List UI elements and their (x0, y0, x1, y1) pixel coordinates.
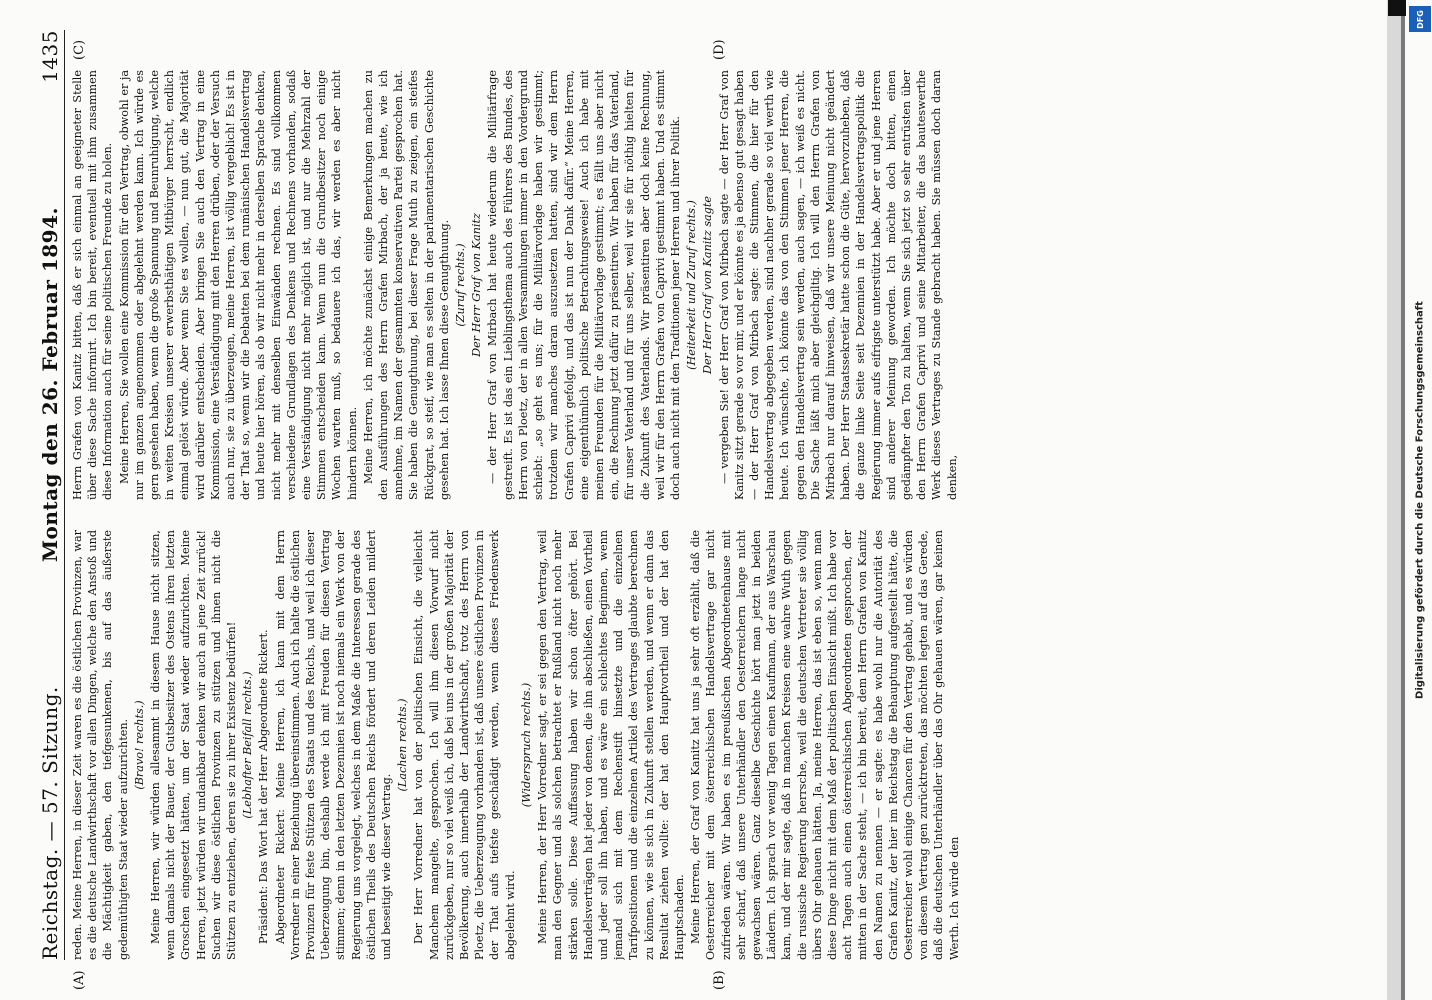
right-paragraph: (Zuruf rechts.) (454, 243, 468, 327)
right-paragraph: — der Herr Graf von Mirbach hat heute wiederum die Militärfrage gestreift. Es ist das ein Lieblingsthema auch des Führers des Bundes, des Herrn von Ploetz, der in allen Versammlungen immer in den Vordergrund schiebt: „so geht es uns; für die Militärvorlage haben wir gestimmt; trotzdem wir manches daran auszusetzen hatten, sind wir dem Herrn Grafen Caprivi gefolgt, und das ist nun der Dank dafür.“ Meine Herren, eine eigenthümlich politische Betrachtungsweise! Auch ich habe mit meinen Freunden für die Militärvorlage gestimmt; es fällt uns aber nicht ein, die Rechnung jetzt dafür zu präsentiren. Wir haben für das Vaterland, für unser Vaterland und für uns selber, weil wir sie für nöthig hielten für die Zukunft des Vaterlands. Wir präsentiren aber doch keine Rechnung, weil wir für den Herrn Grafen von Caprivi gestimmt haben. Und es stimmt doch auch nicht mit den Traditionen jener Herren und ihrer Politik. (486, 70, 682, 500)
left-paragraph: (Lebhafter Beifall rechts.) (241, 671, 255, 819)
right-paragraph: Der Herr Graf von Kanitz (470, 213, 484, 357)
left-paragraph: (Lachen rechts.) (396, 698, 410, 792)
right-paragraph: Herrn Grafen von Kanitz bitten, daß er sich einmal an geeigneter Stelle über diese Sache informirt. Ich bin bereit, eventuell mit ihm zusammen diese Information auch für seine politischen Freunde zu holen. (71, 70, 115, 500)
right-paragraph: Meine Herren, ich möchte zunächst einige Bemerkungen machen zu den Ausführungen des Herrn Grafen Mirbach, der ja heute, wie ich annehme, im Namen der gesammten konservativen Partei gesprochen hat. Sie haben die Genugthuung, bei dieser Frage Muth zu zeigen, ein steifes Rückgrat, so steif, wie man es selten in der parlamentarischen Geschichte gesehen hat. Ich lasse Ihnen diese Genugthuung. (361, 70, 451, 500)
right-paragraph: (Heiterkeit und Zuruf rechts.) (685, 200, 699, 370)
header-rule (64, 30, 65, 960)
left-paragraph: Meine Herren, wir würden allesammt in diesem Hause nicht sitzen, wenn damals nicht der Bauer, der Gutsbesitzer des Ostens ihren letzten Groschen eingesetzt hätten, um der Staat wieder aufzurichten. Meine Herren, jetzt würden wir undankbar denken wir auch an jene Zeit zurück! Suchen wir diese östlichen Provinzen zu stützen und ihnen nicht die Stützen zu entziehen, deren sie zu ihrer Existenz bedürfen! (149, 530, 239, 960)
scan-edge (1387, 0, 1401, 1000)
right-paragraph: Der Herr Graf von Kanitz sagte (701, 195, 715, 375)
rotated-document (12, 0, 1412, 1000)
dfg-logo: DFG (1409, 6, 1431, 32)
right-paragraph: Meine Herren, Sie wollen eine Kommission für den Vertrag, obwohl er ja nur im ganzen angenommen oder abgelehnt werden kann. Ich würde es gern gesehen haben, wenn die große Spannung und Beunruhigung, welche in weiten Kreisen unserer erwerbsthätigen Mitbürger herrscht, endlich einmal gelöst würde. Aber wenn Sie es wollen, — nun gut, die Majorität wird darüber entscheiden. Aber bringen Sie auch den Vertrag in eine Kommission, eine Verständigung mit den Herren drüben, oder der Versuch auch nur, sie zu überzeugen, meine Herren, ist völlig vergeblich! Es ist in der That so, wenn wir die Debatten bei dem rumänischen Handelsvertrag und heute hier hören, als ob wir nicht mehr in derselben Sprache denken, nicht mehr mit denselben Einwänden rechnen. Es sind vollkommen verschiedene Grundlagen des Denkens und Rechnens vorhanden, sodaß eine Verständigung nicht mehr möglich ist, und nur die Mehrzahl der Stimmen entscheiden kann. Wenn nun die Grundbesitzer noch einige Wochen warten muß, so bedauere ich das, wir werden es aber nicht hindern können. (117, 70, 359, 500)
left-paragraph: (Widerspruch rechts.) (519, 682, 533, 808)
right-text-column (70, 70, 1382, 500)
left-paragraph: reden. Meine Herren, in dieser Zeit waren es die östlichen Provinzen, war es die deutsche Landwirthschaft vor allen Dingen, welche den Anstoß und die Mächtigkeit gaben, den tiefgesunkenen, bis auf das äußerste gedemüthigten Staat wieder aufzurichten. (71, 530, 130, 960)
page-number: 1435 (38, 30, 62, 83)
digitization-note: Digitalisierung gefördert durch die Deutsche Forschungsgemeinschaft (1414, 301, 1426, 699)
left-paragraph: (Bravo! rechts.) (132, 700, 146, 790)
scan-edge-shadow (1401, 0, 1405, 1000)
margin-mark-b: (B) (712, 970, 727, 990)
left-paragraph: Der Herr Vorredner hat von der politischen Einsicht, die vielleicht Manchem mangelte, gesprochen. Ich will ihm diesen Vorwurf nicht zurückgeben, nur so viel weiß ich, daß bei uns in der großen Majorität der Bevölkerung, auch innerhalb der Landwirthschaft, trotz des Herrn von Ploetz, die Ueberzeugung vorhanden ist, daß unsere östlichen Provinzen in der That aufs tiefste geschädigt werden, wenn dieses Friedenswerk abgelehnt wird. (412, 530, 517, 960)
margin-mark-a: (A) (72, 970, 87, 990)
left-text-column (70, 530, 1382, 960)
right-paragraph: — vergeben Sie! der Herr Graf von Mirbach sagte — der Herr Graf von Kanitz sitzt gerade so vor mir, und er könnte es ja ebenso gut gesagt haben — der Herr Graf von Mirbach sagte: die Stimmen, die hier für den Handelsvertrag abgegeben werden, sind nachher gerade so viel werth wie heute. Ich wünschte, ich könnte das von den Stimmen jener Herren, die gegen den Handelsvertrag sein werden, auch sagen, — ich weiß es nicht. Die Sache läßt mich aber gleichgiltig. Ich will den Herrn Grafen von Mirbach nur darauf hinweisen, daß wir unsere Meinung nicht geändert haben. Der Herr Staatssekretär hatte schon die Güte, hervorzuheben, daß die ganze linke Seite seit Dezennien in der Handelsvertragspolitik die Regierung immer aufs eifrigste unterstützt habe. Aber er und jene Herren sind anderer Meinung geworden. Ich möchte doch bitten, einen gedämpfter den Ton zu halten, wenn Sie sich jetzt so sehr entrüsten über den Herrn Grafen Caprivi und seine Mitarbeiter, die das bauteswerthe Werk dieses Vertrages zu Stande gebracht haben. Sie müssen doch daran denken, (717, 70, 959, 500)
left-paragraph: Meine Herren, der Herr Vorredner sagt, er sei gegen den Vertrag, weil man den Gegner und als solchen betrachtet er Rußland nicht noch mehr stärken solle. Diese Auffassung haben wir schon öfter gehört. Bei Handelsverträgen hat jeder von denen, die ihn abschließen, einen Vortheil und jeder soll ihn haben, und es wäre ein schlechtes Beginnen, wenn jemand sich mit dem Rechenstift hinsetzte und die einzelnen Tarifpositionen und die einzelnen Artikel des Vertrages glaubte berechnen zu können, wie sie sich in Zukunft stellen werden, und wenn er dann das Resultat ziehen wollte: der hat den Hauptvortheil und der hat den Hauptschaden. (536, 530, 686, 960)
header-left: Reichstag. — 57. Sitzung. (38, 686, 62, 960)
scan-corner-mark (1388, 0, 1406, 16)
dfg-sidebar (1408, 0, 1432, 1000)
left-paragraph: Abgeordneter Rickert: Meine Herren, ich kann mit dem Herrn Vorredner in einer Beziehung übereinstimmen. Auch ich halte die östlichen Provinzen für feste Stützen des Staats und des Reichs, und weil ich dieser Ueberzeugung bin, deshalb werde ich mit Freuden für diesen Vertrag stimmen; denn in den letzten Dezennien ist noch niemals ein Werk von der Regierung uns vorgelegt, welches in dem Maße die Interessen gerade des östlichen Theils des Deutschen Reichs fördert und deren Leiden mildert und beseitigt wie dieser Vertrag. (273, 530, 394, 960)
margin-mark-c: (C) (72, 39, 87, 60)
left-paragraph: Meine Herren, der Graf von Kanitz hat uns ja sehr oft erzählt, daß die Oesterreicher mit dem österreichischen Handelsvertrage gar nicht zufrieden wären. Wir haben es im preußischen Abgeordnetenhause mit sehr scharf, daß unsere Unterhändler den Oesterreichern lange nicht gewachsen wären. Ganz dieselbe Geschichte hört man jetzt in beiden Ländern. Ich sprach vor wenig Tagen einen Kaufmann, der aus Warschau kam, und der mir sagte, daß in manchen Kreisen eine wahre Wuth gegen die russische Regierung herrsche, weil die deutschen Vertreter sie völlig übers Ohr gehauen hätten. Ja, meine Herren, das ist eben so, wenn man diese Dinge nicht mit dem Maß der politischen Einsicht mißt. Ich habe vor acht Tagen auch einen österreichischen Abgeordneten gesprochen, der mitten in der Sache steht, — ich bin bereit, dem Herrn Grafen von Kanitz den Namen zu nennen — er sagte: es habe wohl nur die Autorität des Grafen Kanitz, der hier im Reichstag die Behauptung aufgestellt hätte, die Oesterreicher wohl einige Chancen für den Vertrag gehabt, und es würden von diesem Vertrag gen zurücktreten, das möchten legten auf das Gerede, daß die deutschen Unterhändler über das Ohr gehauen wären, gar keinen Werth. Ich würde den (689, 530, 961, 960)
left-paragraph: Präsident: Das Wort hat der Herr Abgeordnete Rickert. (257, 629, 271, 944)
running-header (22, 30, 62, 960)
header-center: Montag den 26. Februar 1894. (38, 207, 62, 563)
margin-mark-d: (D) (712, 39, 727, 60)
